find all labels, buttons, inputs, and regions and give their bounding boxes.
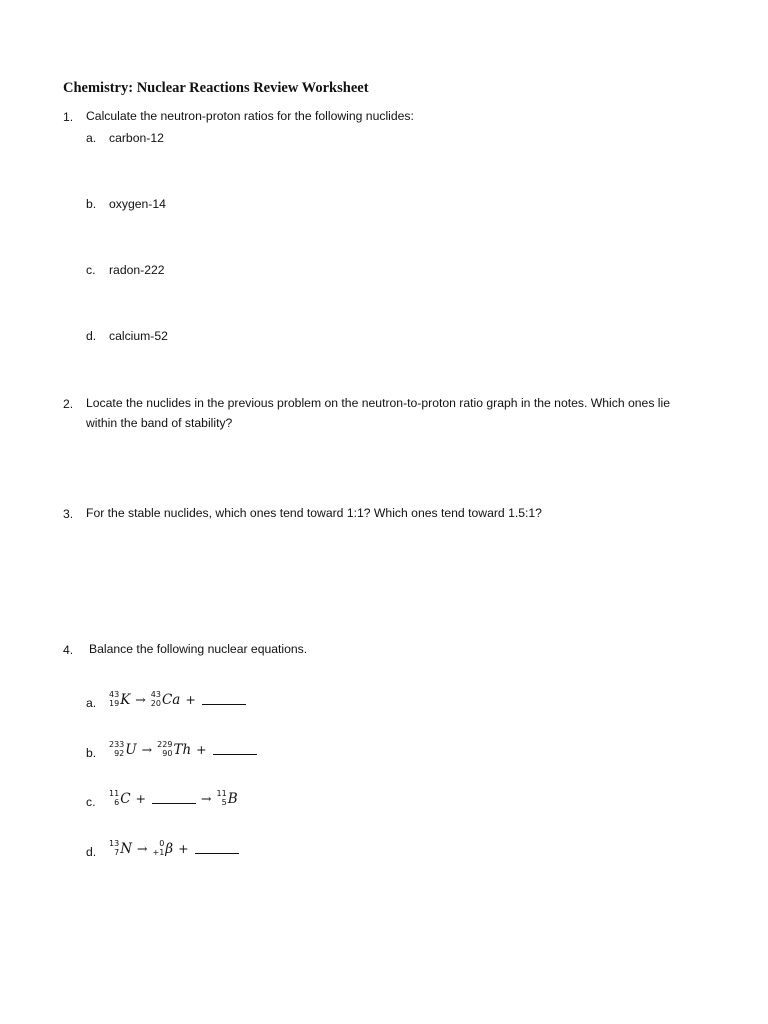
element-symbol: N (120, 840, 132, 857)
element-symbol: K (120, 691, 131, 708)
equation-letter: a. (86, 696, 97, 710)
nuclide (151, 691, 181, 708)
question-text: Balance the following nuclear equations. (89, 642, 308, 656)
nuclide (109, 691, 130, 708)
element-symbol: Ca (161, 691, 181, 708)
element-symbol: Th (173, 741, 192, 758)
nuclide (109, 840, 132, 857)
question-text: Calculate the neutron-proton ratios for the following nuclides: (86, 109, 414, 123)
equation-letter: c. (86, 795, 96, 809)
atomic-number: 7 (114, 847, 120, 857)
item-letter: b. (86, 197, 97, 211)
nuclear-equation-c (109, 790, 238, 807)
atomic-number: +1 (152, 847, 165, 857)
plus-symbol: + (178, 841, 189, 856)
answer-blank[interactable] (195, 843, 239, 854)
plus-symbol: + (185, 692, 196, 707)
atomic-number: 90 (162, 748, 173, 758)
nuclear-equation-d (109, 840, 239, 857)
atomic-number: 5 (221, 797, 227, 807)
item-letter: d. (86, 329, 97, 343)
element-symbol: U (125, 741, 137, 758)
question-number: 4. (63, 643, 74, 657)
arrow-symbol: → (201, 791, 212, 806)
item-text: carbon-12 (109, 131, 164, 145)
equation-letter: d. (86, 845, 97, 859)
atomic-number: 19 (109, 698, 120, 708)
nuclide (152, 840, 173, 857)
answer-blank[interactable] (152, 793, 196, 804)
nuclear-equation-b (109, 741, 257, 758)
item-letter: a. (86, 131, 97, 145)
question-number: 2. (63, 397, 74, 411)
answer-blank[interactable] (213, 744, 257, 755)
question-text: For the stable nuclides, which ones tend toward 1:1? Which ones tend toward 1.5:1? (86, 506, 542, 520)
question-text-line-1: Locate the nuclides in the previous problem on the neutron-to-proton ratio graph in the notes. Which ones lie (86, 396, 671, 410)
mass-number: 43 (150, 690, 161, 699)
mass-number: 11 (109, 789, 120, 798)
item-text: radon-222 (109, 263, 165, 277)
arrow-symbol: → (141, 742, 153, 757)
nuclide (109, 741, 137, 758)
mass-number: 0 (159, 839, 165, 848)
nuclide (217, 790, 238, 807)
item-letter: c. (86, 263, 96, 277)
plus-symbol: + (135, 791, 147, 806)
atomic-number: 6 (114, 797, 120, 807)
nuclide (109, 790, 131, 807)
atomic-number: 92 (114, 748, 125, 758)
nuclear-equation-a (109, 691, 246, 708)
arrow-symbol: → (135, 692, 146, 707)
mass-number: 13 (109, 839, 120, 848)
worksheet-title: Chemistry: Nuclear Reactions Review Worksheet (63, 80, 369, 96)
element-symbol: C (120, 790, 131, 807)
element-symbol: B (227, 790, 238, 807)
item-text: calcium-52 (109, 329, 168, 343)
equation-letter: b. (86, 746, 97, 760)
element-symbol: β (165, 840, 174, 857)
mass-number: 233 (109, 740, 125, 749)
mass-number: 229 (157, 740, 173, 749)
question-text-line-2: within the band of stability? (86, 416, 233, 430)
question-number: 3. (63, 507, 74, 521)
item-text: oxygen-14 (109, 197, 166, 211)
mass-number: 43 (109, 690, 120, 699)
question-number: 1. (63, 110, 74, 124)
plus-symbol: + (196, 742, 207, 757)
nuclide (157, 741, 191, 758)
atomic-number: 20 (150, 698, 161, 708)
arrow-symbol: → (137, 841, 148, 856)
answer-blank[interactable] (202, 694, 246, 705)
mass-number: 11 (216, 789, 227, 798)
